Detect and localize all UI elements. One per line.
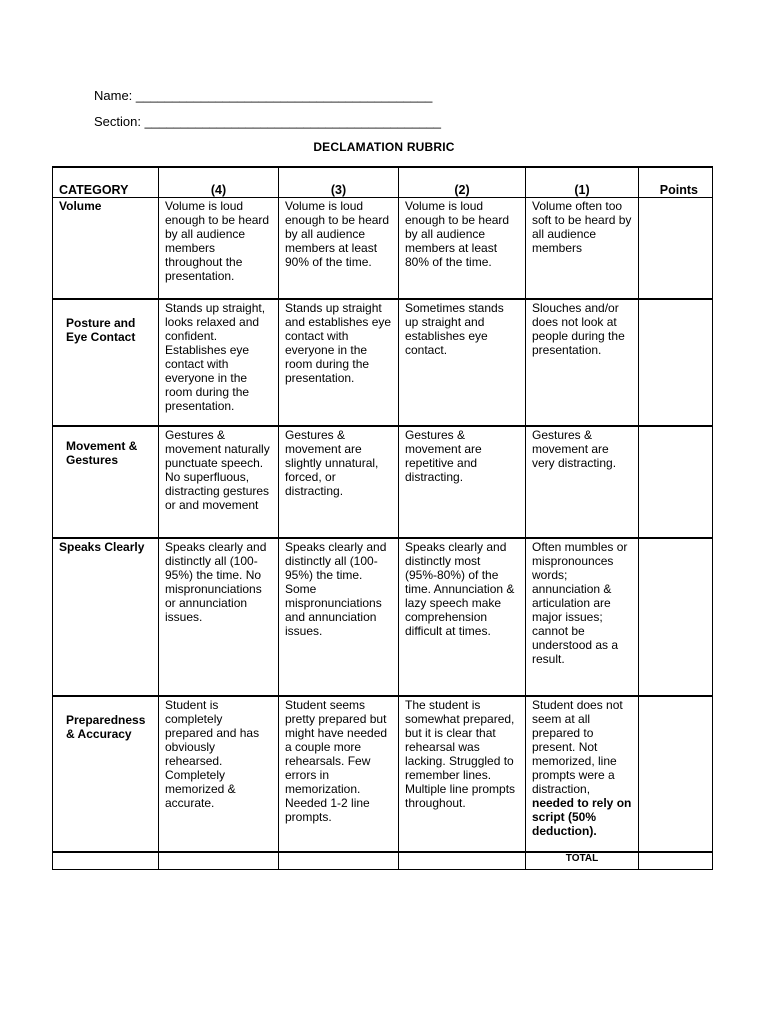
name-line: _________________________________________ [135,88,433,103]
descriptor-volume-2: Volume is loud enough to be heard by all audience members at least 80% of the time. [399,198,526,299]
descriptor-posture-4: Stands up straight, looks relaxed and confident. Establishes eye contact with everyone in the room during the presentation. [159,299,279,426]
category-volume: Volume [53,198,159,299]
rubric-row-posture [53,299,713,426]
descriptor-preparedness-3: Student seems pretty prepared but might have needed a couple more rehearsals. Few errors in memorization. Needed 1-2 line prompts. [279,696,399,852]
section-field [94,114,441,130]
descriptor-speaks-2: Speaks clearly and distinctly most (95%-80%) of the time. Annunciation & lazy speech make comprehension difficult at times. [399,538,526,696]
header-points: Points [639,167,713,198]
descriptor-preparedness-1-bold: needed to rely on script (50% deduction). [532,795,632,838]
descriptor-preparedness-1 [526,696,639,852]
descriptor-preparedness-4: Student is completely prepared and has obviously rehearsed. Completely memorized & accurate. [159,696,279,852]
rubric-row-volume [53,198,713,299]
descriptor-posture-2: Sometimes stands up straight and establishes eye contact. [399,299,526,426]
category-posture: Posture and Eye Contact [53,299,159,426]
descriptor-volume-1: Volume often too soft to be heard by all audience members [526,198,639,299]
descriptor-speaks-3: Speaks clearly and distinctly all (100-95%) the time. Some mispronunciations and annunciation issues. [279,538,399,696]
rubric-table [52,166,713,870]
descriptor-posture-1: Slouches and/or does not look at people during the presentation. [526,299,639,426]
header-score-2: (2) [399,167,526,198]
descriptor-posture-3: Stands up straight and establishes eye contact with everyone in the room during the presentation. [279,299,399,426]
header-category: CATEGORY [53,167,159,198]
descriptor-movement-4: Gestures & movement naturally punctuate speech. No superfluous, distracting gestures or and movement [159,426,279,538]
descriptor-movement-2: Gestures & movement are repetitive and distracting. [399,426,526,538]
descriptor-preparedness-2: The student is somewhat prepared, but it is clear that rehearsal was lacking. Struggled to remember lines. Multiple line prompts throughout. [399,696,526,852]
descriptor-movement-3: Gestures & movement are slightly unnatural, forced, or distracting. [279,426,399,538]
header-row [53,167,713,198]
points-total[interactable] [639,852,713,870]
total-empty-4 [159,852,279,870]
total-empty-category [53,852,159,870]
category-speaks-clearly: Speaks Clearly [53,538,159,696]
descriptor-volume-3: Volume is loud enough to be heard by all audience members at least 90% of the time. [279,198,399,299]
descriptor-volume-4: Volume is loud enough to be heard by all audience members throughout the presentation. [159,198,279,299]
total-empty-3 [279,852,399,870]
points-movement[interactable] [639,426,713,538]
category-movement: Movement & Gestures [53,426,159,538]
descriptor-preparedness-1-text: Student does not seem at all prepared to present. Not memorized, line prompts were a distraction, [532,697,623,796]
rubric-title: DECLAMATION RUBRIC [313,140,455,154]
descriptor-speaks-1: Often mumbles or mispronounces words; annunciation & articulation are major issues; cannot be understood as a result. [526,538,639,696]
category-preparedness: Preparedness & Accuracy [53,696,159,852]
points-speaks-clearly[interactable] [639,538,713,696]
rubric-row-preparedness [53,696,713,852]
total-label: TOTAL [526,852,639,870]
rubric-row-speaks-clearly [53,538,713,696]
name-field [94,88,432,104]
points-posture[interactable] [639,299,713,426]
header-score-1: (1) [526,167,639,198]
points-volume[interactable] [639,198,713,299]
rubric-row-movement [53,426,713,538]
section-line: _________________________________________ [144,114,442,129]
header-score-4: (4) [159,167,279,198]
name-label: Name: [94,88,133,103]
header-score-3: (3) [279,167,399,198]
descriptor-movement-1: Gestures & movement are very distracting. [526,426,639,538]
points-preparedness[interactable] [639,696,713,852]
section-label: Section: [94,114,141,129]
total-empty-2 [399,852,526,870]
descriptor-speaks-4: Speaks clearly and distinctly all (100-95%) the time. No mispronunciations or annunciation issues. [159,538,279,696]
total-row [53,852,713,870]
